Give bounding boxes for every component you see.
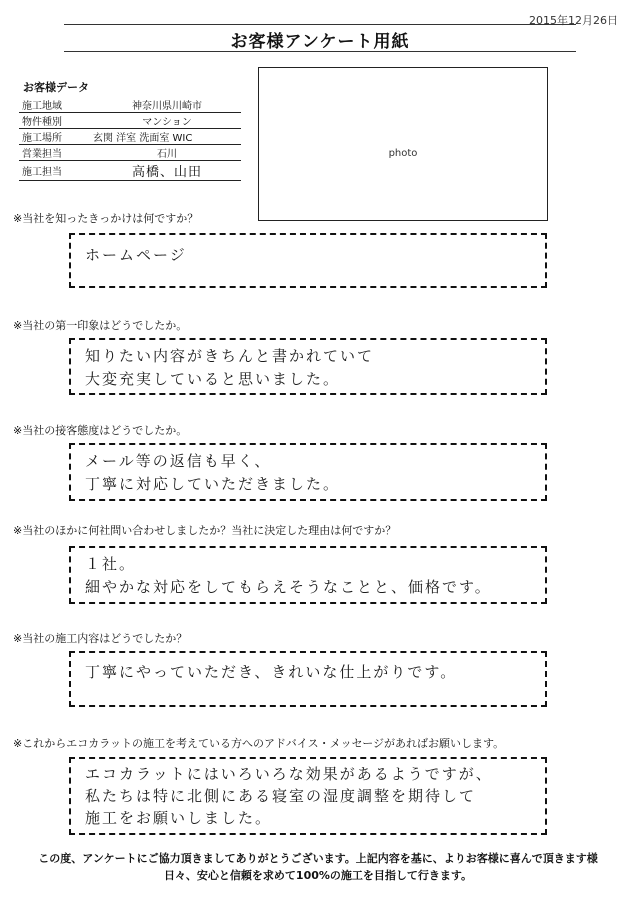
answer-line: 細やかな対応をしてもらえそうなことと、価格です。 (85, 578, 492, 596)
title-top-rule (64, 24, 576, 25)
answer-box-discovery (69, 233, 547, 288)
answer-line: 施工をお願いしました。 (85, 809, 273, 827)
row-label: 施工担当 (19, 161, 90, 181)
customer-data-heading: お客様データ (23, 81, 89, 94)
table-row (19, 129, 241, 145)
answer-box-advice-message (69, 757, 547, 835)
title-bottom-rule (64, 51, 576, 52)
footer-message-line-2: 日々、安心と信頼を求めて100%の施工を目指して行きます。 (163, 869, 473, 882)
answer-line: 知りたい内容がきちんと書かれていて (85, 347, 375, 365)
answer-line: 私たちは特に北側にある寝室の湿度調整を期待して (85, 787, 477, 805)
page-title: お客様アンケート用紙 (230, 32, 410, 52)
table-row (19, 145, 241, 161)
row-value: 石川 (90, 145, 241, 161)
answer-line: メール等の返信も早く、 (85, 452, 272, 470)
answer-box-other-companies (69, 546, 547, 604)
question-work-quality: ※当社の施工内容はどうでしたか？ (13, 632, 188, 645)
answer-line: 丁寧にやっていただき、きれいな仕上がりです。 (85, 663, 458, 681)
table-row (19, 113, 241, 129)
footer-message-line-1: この度、アンケートにご協力頂きましてありがとうございます。上記内容を基に、よりお客様に喜んで頂きます様 (38, 852, 598, 865)
row-value: マンション (90, 113, 241, 129)
customer-data-table (19, 97, 241, 181)
table-row (19, 97, 241, 113)
answer-box-first-impression (69, 338, 547, 395)
survey-date: 2015年12月26日 (529, 14, 618, 27)
row-value-handwritten: 高橋、山田 (90, 161, 241, 181)
row-label: 施工地域 (19, 97, 90, 113)
answer-line: 丁寧に対応していただきました。 (85, 475, 341, 493)
answer-line: 大変充実していると思いました。 (85, 370, 341, 388)
row-label: 施工場所 (19, 129, 90, 145)
answer-box-customer-service (69, 443, 547, 501)
question-other-companies: ※当社のほかに何社問い合わせしましたか？当社に決定した理由は何ですか？ (13, 524, 397, 537)
photo-placeholder (258, 67, 548, 221)
answer-line: エコカラットにはいろいろな効果があるようですが、 (85, 765, 493, 783)
row-label: 営業担当 (19, 145, 90, 161)
row-value: 神奈川県川崎市 (90, 97, 241, 113)
question-customer-service: ※当社の接客態度はどうでしたか。 (13, 424, 188, 437)
question-advice-message: ※これからエコカラットの施工を考えている方へのアドバイス・メッセージがあればお願いします。 (13, 737, 505, 750)
answer-box-work-quality (69, 651, 547, 707)
row-value: 玄関 洋室 洗面室 WIC (90, 129, 241, 145)
photo-label: photo (388, 148, 418, 159)
answer-line: ホームページ (85, 246, 187, 264)
question-discovery: ※当社を知ったきっかけは何ですか？ (13, 212, 199, 225)
table-row (19, 161, 241, 181)
row-label: 物件種別 (19, 113, 90, 129)
answer-line: １社。 (85, 555, 137, 573)
question-first-impression: ※当社の第一印象はどうでしたか。 (13, 319, 188, 332)
